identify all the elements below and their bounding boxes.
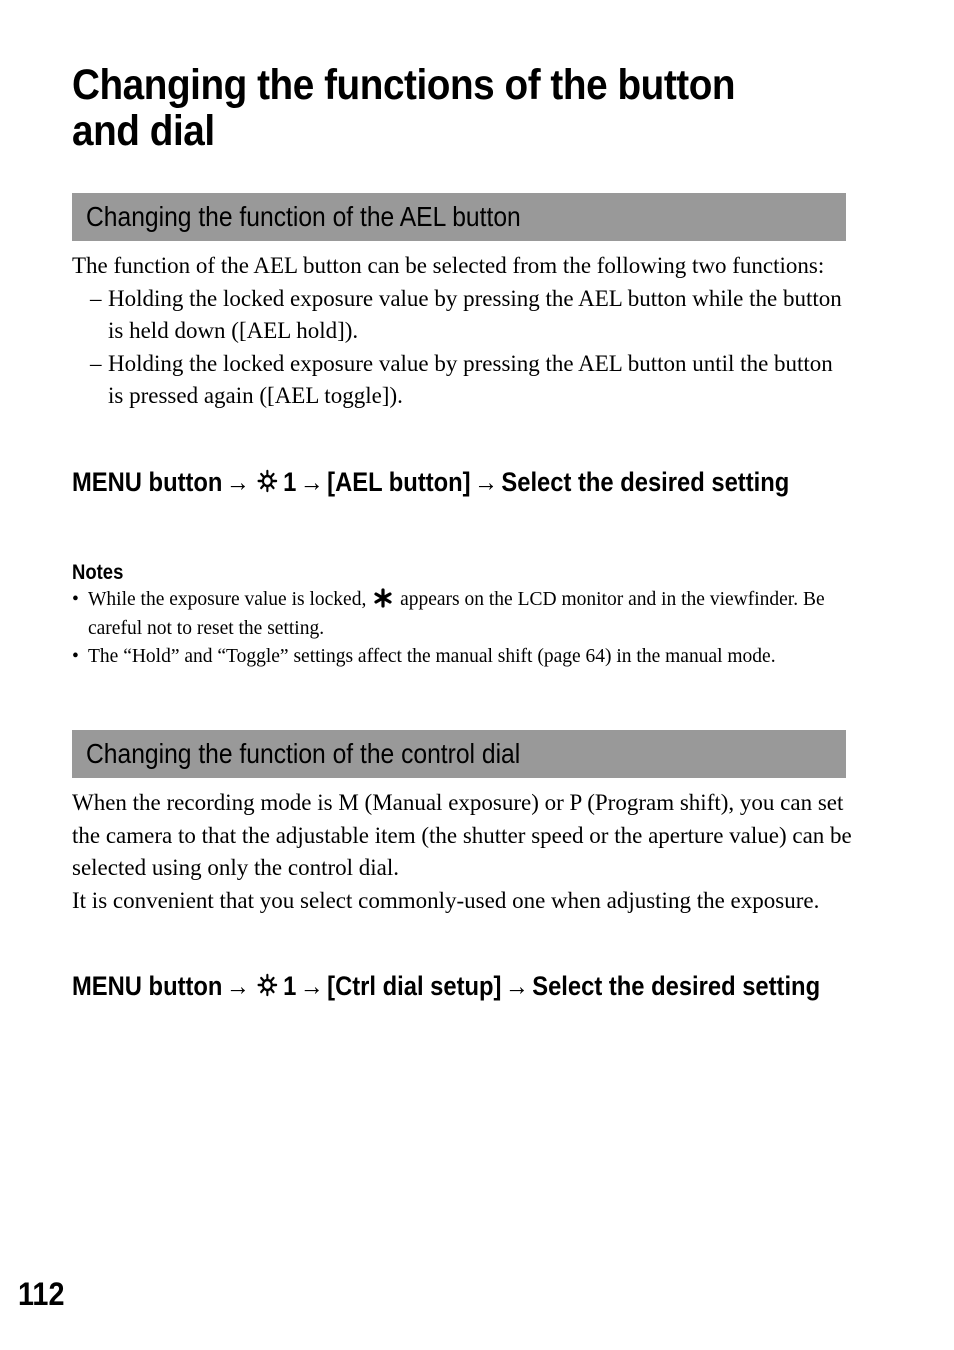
asterisk-icon: [373, 588, 393, 608]
menu-path-menu: MENU button: [72, 467, 223, 497]
menu-path-action: Select the desired setting: [501, 467, 790, 497]
dash-marker: –: [90, 350, 102, 376]
list-item: [72, 348, 852, 413]
list-item: [72, 586, 852, 643]
bullet-marker: •: [72, 646, 79, 667]
arrow-icon: →: [225, 971, 250, 1001]
ael-description: [72, 250, 852, 413]
list-item: [72, 283, 852, 348]
bullet-marker: •: [72, 589, 79, 610]
arrow-icon: →: [474, 467, 498, 497]
dash-marker: –: [90, 285, 102, 311]
note-1-before: While the exposure value is locked,: [88, 589, 367, 610]
section-heading-dial: [72, 730, 846, 778]
arrow-icon: →: [299, 971, 324, 1001]
arrow-icon: →: [504, 971, 529, 1001]
menu-path-menu: MENU button: [72, 971, 223, 1001]
gear-icon: [257, 973, 278, 997]
menu-path-action: Select the desired setting: [532, 971, 821, 1001]
ael-menu-path: [72, 464, 829, 500]
note-2: The “Hold” and “Toggle” settings affect the manual shift (page 64) in the manual mode.: [88, 646, 776, 667]
ael-option-toggle: Holding the locked exposure value by pressing the AEL button until the button is pressed again ([AEL toggle]).: [108, 350, 833, 408]
dial-paragraph-2: It is convenient that you select commonly-used one when adjusting the exposure.: [72, 887, 820, 913]
page-title: Changing the functions of the button and dial: [72, 61, 736, 155]
notes-list: [72, 586, 852, 672]
ael-option-hold: Holding the locked exposure value by pressing the AEL button while the button is held down ([AEL hold]).: [108, 285, 842, 343]
section-heading-ael: [72, 193, 846, 241]
arrow-icon: →: [299, 467, 324, 497]
ael-intro: The function of the AEL button can be selected from the following two functions:: [72, 253, 825, 278]
gear-icon: [257, 469, 278, 493]
arrow-icon: →: [225, 467, 250, 497]
menu-path-item: [AEL button]: [327, 467, 471, 497]
menu-path-item: [Ctrl dial setup]: [327, 971, 502, 1001]
dial-menu-path: [72, 968, 829, 1004]
dial-description: [72, 787, 852, 917]
menu-path-tab: 1: [283, 971, 297, 1001]
notes-title: Notes: [72, 561, 124, 584]
note-1-after: appears on the LCD monitor and in the viewfinder. Be careful not to reset the setting.: [88, 589, 825, 639]
section-heading-dial-text: Changing the function of the control dial: [86, 738, 521, 769]
section-heading-ael-text: Changing the function of the AEL button: [86, 201, 521, 232]
list-item: [72, 643, 852, 672]
ael-options-list: [72, 283, 852, 413]
dial-paragraph-1: When the recording mode is M (Manual exposure) or P (Program shift), you can set the camera to that the adjustable item (the shutter speed or the aperture value) can be selected using only the control dial.: [72, 790, 852, 880]
page-number: 112: [18, 1276, 65, 1312]
menu-path-tab: 1: [283, 467, 297, 497]
